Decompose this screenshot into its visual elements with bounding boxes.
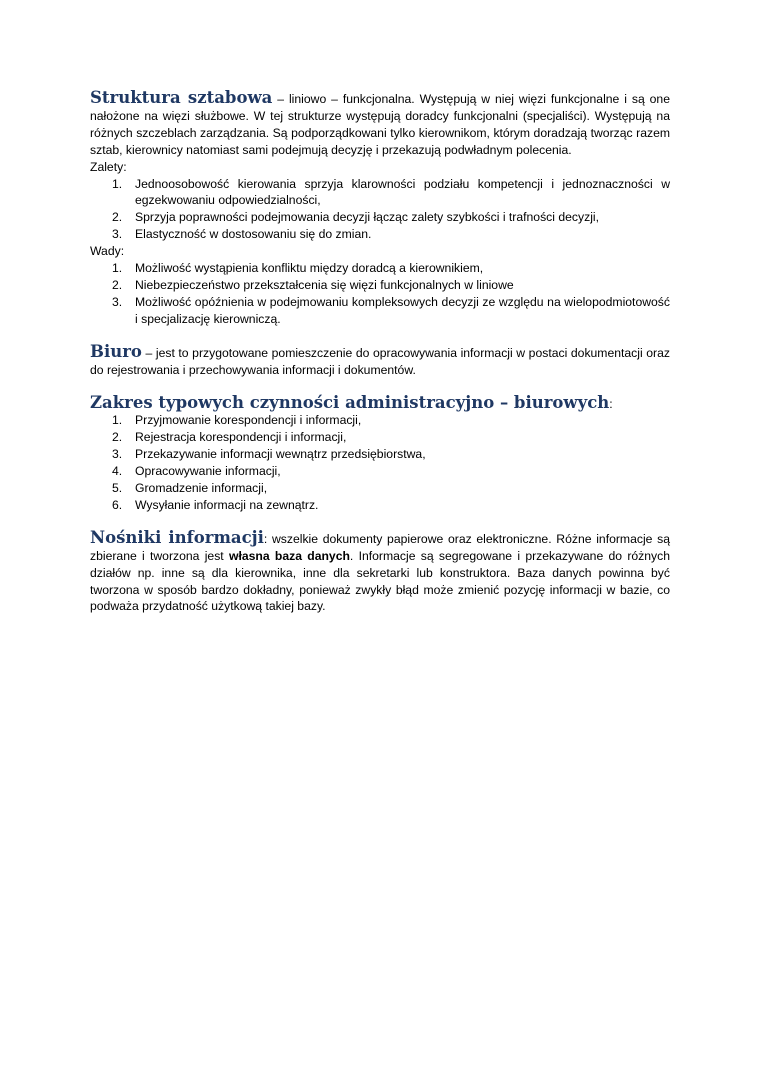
zakres-list — [90, 412, 670, 513]
document-page — [90, 90, 670, 615]
cons-list — [90, 260, 670, 328]
list-item: 1. Możliwość wystąpienia konfliktu między doradcą a kierownikiem, — [112, 261, 484, 276]
section-zakres — [90, 392, 670, 413]
pros-list — [90, 176, 670, 244]
section-sztabowa — [90, 90, 670, 159]
list-item: 2. Niebezpieczeństwo przekształcenia się więzi funkcjonalnych w liniowe — [112, 277, 514, 292]
list-item: 2. Rejestracja korespondencji i informacji, — [112, 430, 347, 445]
list-item: 3. Elastyczność w dostosowaniu się do zmian. — [112, 227, 372, 242]
nosniki-text-before: : wszelkie dokumenty papierowe oraz elektroniczne. Różne informacje są zbierane i tworzona jest — [90, 531, 670, 563]
list-item: 2. Sprzyja poprawności podejmowania decyzji łącząc zalety szybkości i trafności decyzji, — [112, 210, 599, 225]
zakres-suffix: : — [609, 396, 613, 411]
section-nosniki — [90, 527, 670, 616]
section-biuro — [90, 341, 670, 379]
spacer — [90, 328, 670, 344]
list-item: 1. Jednoosobowość kierowania sprzyja klarowności podziału kompetencji i jednoznaczności w egzekwowaniu odpowiedzialności, — [112, 176, 670, 208]
list-item: 6. Wysyłanie informacji na zewnątrz. — [112, 497, 319, 512]
pros-label: Zalety: — [90, 159, 127, 174]
cons-label: Wady: — [90, 244, 125, 259]
nosniki-bold: własna baza danych — [228, 548, 350, 563]
list-item: 3. Przekazywanie informacji wewnątrz przedsiębiorstwa, — [112, 447, 426, 462]
list-item: 3. Możliwość opóźnienia w podejmowaniu kompleksowych decyzji ze względu na wielopodmiotowość i specjalizację kierowniczą. — [112, 294, 670, 326]
heading-zakres: Zakres typowych czynności administracyjno – biurowych — [90, 392, 610, 412]
list-item: 5. Gromadzenie informacji, — [112, 481, 268, 496]
nosniki-text-after: . Informacje są segregowane i przekazywane do różnych działów np. inne są dla kierownika, inne dla sekretarki lub konstruktora. Baza danych powinna być tworzona w sposób bardzo dokładny, ponieważ zwykły błąd może zmienić pozycję informacji w bazie, co podważa przydatność użytkową takiej bazy. — [90, 548, 670, 614]
heading-struktura-sztabowa: Struktura sztabowa — [90, 88, 273, 107]
list-item: 1. Przyjmowanie korespondencji i informacji, — [112, 413, 362, 428]
biuro-text: – jest to przygotowane pomieszczenie do opracowywania informacji w postaci dokumentacji oraz do rejestrowania i przechowywania informacji i dokumentów. — [90, 345, 670, 377]
list-item: 4. Opracowywanie informacji, — [112, 464, 281, 479]
heading-nosniki: Nośniki informacji — [90, 527, 264, 547]
sztabowa-text: – liniowo – funkcjonalna. Występują w niej więzi funkcjonalne i są one nałożone na więzi służbowe. W tej strukturze występują doradcy funkcjonalni (specjaliści). Występują na różnych szczeblach zarządzania. Są podporządkowani tylko kierownikom, którym doradzają tworząc razem sztab, kierownicy natomiast sami podejmują decyzję i przekazują podwładnym polecenia. — [90, 92, 670, 157]
heading-biuro: Biuro — [90, 341, 142, 361]
